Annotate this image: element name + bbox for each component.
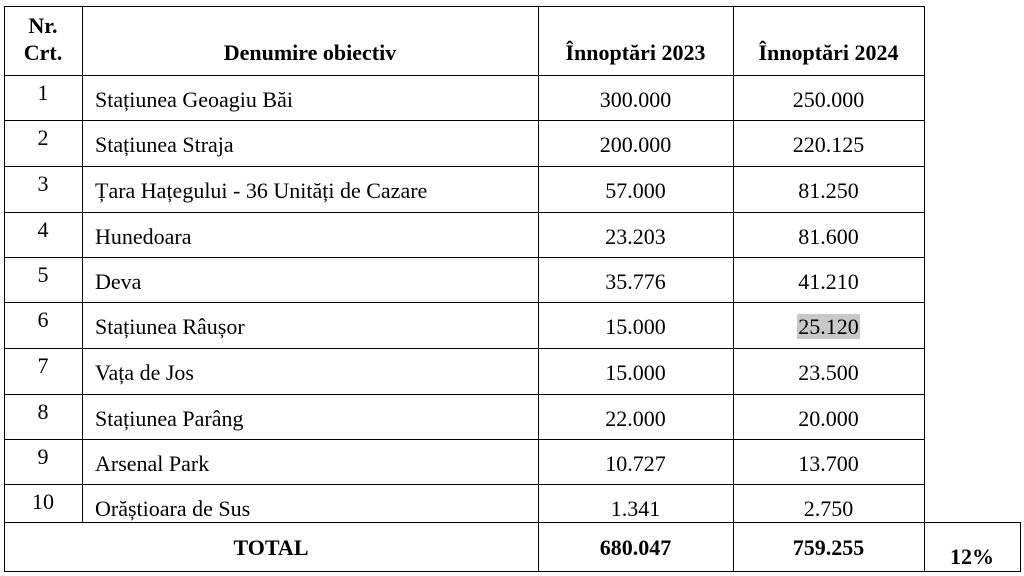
row-2023: 15.000	[605, 314, 666, 339]
row-nr: 6	[37, 307, 49, 332]
grid-line	[4, 522, 1021, 523]
row-name: Stațiunea Parâng	[95, 406, 244, 431]
row-name: Vața de Jos	[95, 360, 194, 385]
row-name: Țara Hațegului - 36 Unități de Cazare	[95, 178, 428, 203]
header-nr-line2: Crt.	[23, 40, 63, 65]
header-year-2024: Înnoptări 2024	[758, 40, 899, 65]
grid-line	[4, 257, 925, 258]
row-name: Stațiunea Straja	[95, 132, 234, 157]
row-2024	[733, 316, 924, 338]
row-2023: 300.000	[599, 87, 672, 112]
row-2024: 220.125	[792, 132, 865, 157]
row-2023: 15.000	[605, 360, 666, 385]
grid-line	[4, 484, 925, 485]
row-name: Arsenal Park	[95, 451, 210, 476]
header-name: Denumire obiectiv	[223, 40, 397, 65]
grid-line	[924, 6, 925, 571]
row-nr: 5	[37, 262, 49, 287]
total-2024: 759.255	[792, 535, 865, 560]
grid-line	[4, 302, 925, 303]
row-nr: 1	[37, 80, 49, 105]
row-2023: 10.727	[605, 451, 666, 476]
grid-line	[4, 439, 925, 440]
row-nr: 4	[37, 217, 49, 242]
row-2024: 41.210	[798, 269, 859, 294]
row-2023: 35.776	[605, 269, 666, 294]
grid-line	[82, 6, 83, 522]
row-name: Deva	[95, 269, 142, 294]
row-name: Orăștioara de Sus	[95, 496, 251, 521]
row-2023: 200.000	[599, 132, 672, 157]
row-nr: 7	[37, 353, 49, 378]
row-2024: 13.700	[798, 451, 859, 476]
row-name: Stațiunea Geoagiu Băi	[95, 87, 293, 112]
grid-line	[4, 571, 1021, 572]
grid-line	[4, 348, 925, 349]
header-nr-line1: Nr.	[28, 13, 58, 38]
highlighted-value: 25.120	[798, 314, 859, 339]
row-2024: 20.000	[798, 406, 859, 431]
row-2024: 2.750	[803, 496, 854, 521]
grid-line	[4, 394, 925, 395]
growth-percent: 12%	[950, 544, 994, 569]
row-2023: 1.341	[610, 496, 661, 521]
row-name: Stațiunea Râușor	[95, 314, 245, 339]
row-2023: 57.000	[605, 178, 666, 203]
row-nr: 3	[37, 171, 49, 196]
grid-line	[4, 6, 925, 7]
grid-line	[4, 120, 925, 121]
row-2024: 250.000	[792, 87, 865, 112]
row-nr: 2	[37, 125, 49, 150]
row-2024: 81.250	[798, 178, 859, 203]
row-2023: 23.203	[605, 224, 666, 249]
row-2023: 22.000	[605, 406, 666, 431]
grid-line	[4, 75, 925, 76]
row-name: Hunedoara	[95, 224, 192, 249]
row-nr: 9	[37, 444, 49, 469]
grid-line	[1020, 522, 1021, 571]
row-2024: 81.600	[798, 224, 859, 249]
row-2024: 23.500	[798, 360, 859, 385]
row-nr: 10	[32, 489, 54, 514]
total-label: TOTAL	[233, 535, 309, 560]
header-year-2023: Înnoptări 2023	[565, 40, 706, 65]
grid-line	[4, 212, 925, 213]
total-2023: 680.047	[599, 535, 672, 560]
row-nr: 8	[37, 399, 49, 424]
grid-line	[4, 166, 925, 167]
